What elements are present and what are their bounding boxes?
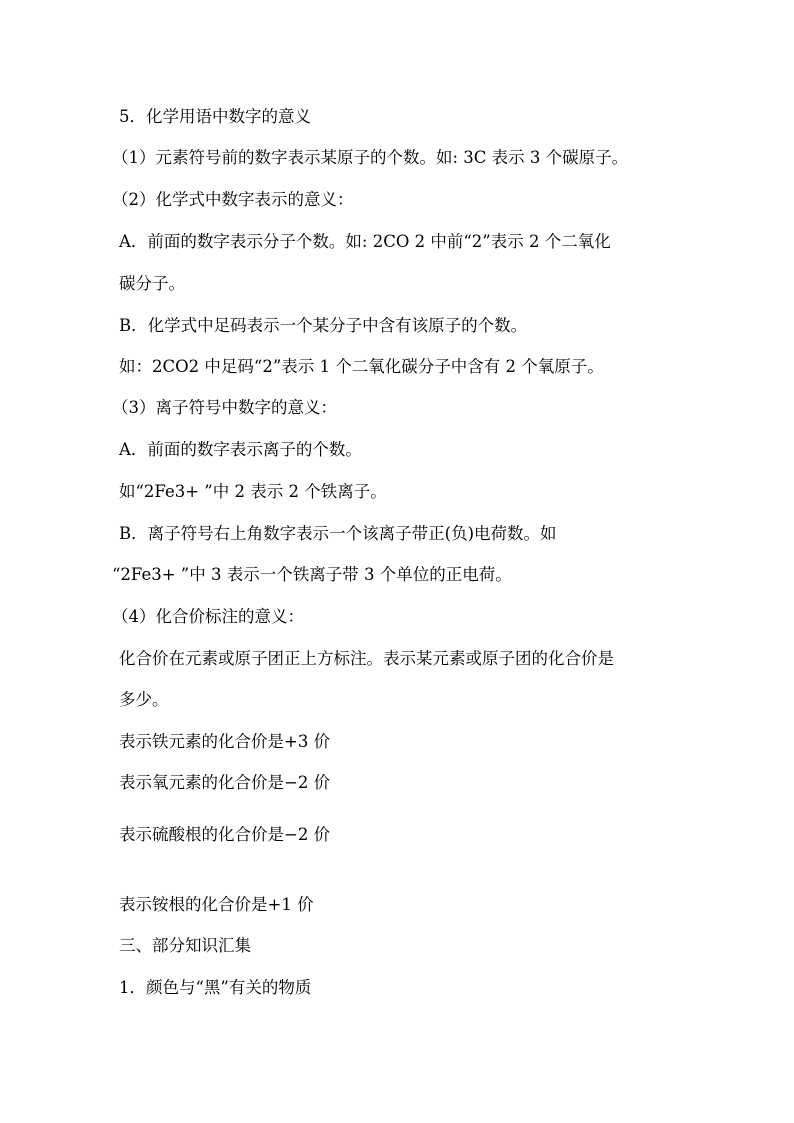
paragraph-line: 如“2Fe3+ ”中 2 表示 2 个铁离子。 [119,482,387,501]
paragraph-line: 表示铵根的化合价是+1 价 [119,895,314,914]
paragraph-line: 多少。 [119,690,169,709]
paragraph-line: 表示铁元素的化合价是+3 价 [119,732,331,751]
paragraph-line: （4）化合价标注的意义： [112,607,304,626]
section-heading: 5．化学用语中数字的意义 [119,107,311,126]
paragraph-line: B．离子符号右上角数字表示一个该离子带正(负)电荷数。如 [119,524,557,543]
paragraph-line: 碳分子。 [119,274,185,293]
paragraph-line: 如：2CO2 中足码“2”表示 1 个二氧化碳分子中含有 2 个氧原子。 [119,357,604,376]
section-heading: 1．颜色与“黑”有关的物质 [119,978,312,997]
paragraph-line: （1）元素符号前的数字表示某原子的个数。如: 3C 表示 3 个碳原子。 [112,148,629,167]
paragraph-line: “2Fe3+ ”中 3 表示一个铁离子带 3 个单位的正电荷。 [112,565,512,584]
paragraph-line: A．前面的数字表示分子个数。如: 2CO 2 中前“2”表示 2 个二氧化 [119,232,611,251]
paragraph-line: A．前面的数字表示离子的个数。 [119,440,362,459]
paragraph-line: （2）化学式中数字表示的意义： [112,190,354,209]
section-heading: 三、部分知识汇集 [119,936,251,955]
paragraph-line: 化合价在元素或原子团正上方标注。表示某元素或原子团的化合价是 [119,649,614,668]
paragraph-line: B．化学式中足码表示一个某分子中含有该原子的个数。 [119,316,528,335]
paragraph-line: 表示氧元素的化合价是−2 价 [119,773,331,792]
paragraph-line: 表示硫酸根的化合价是−2 价 [119,825,331,844]
paragraph-line: （3）离子符号中数字的意义： [112,398,337,417]
